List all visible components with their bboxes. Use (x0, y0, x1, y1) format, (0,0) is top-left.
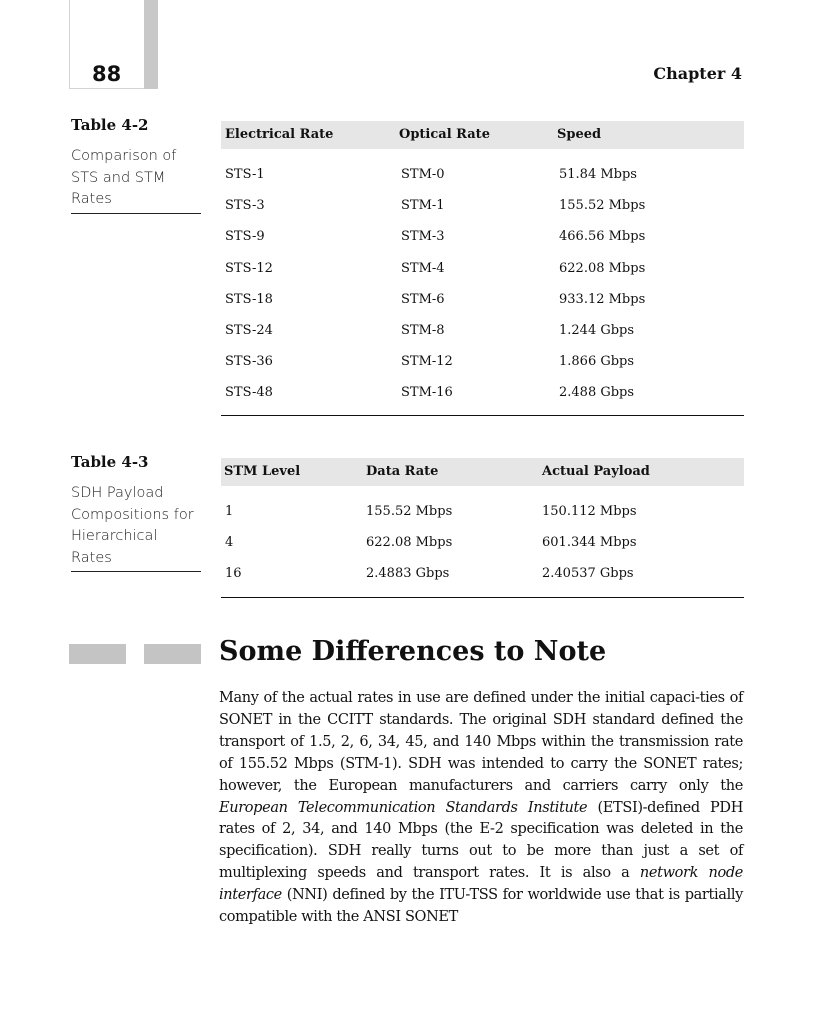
table-4-2 (221, 121, 744, 416)
table-cell: STM-12 (401, 354, 453, 370)
table-4-3-description: SDH Payload Compositions for Hierarchical Rates (71, 483, 201, 572)
table-cell: STS-12 (225, 260, 273, 276)
table-cell: 601.344 Mbps (542, 535, 637, 551)
table-cell: 622.08 Mbps (366, 535, 453, 551)
table-row (221, 376, 744, 407)
page-number: 88 (92, 62, 122, 86)
table-cell: STS-1 (225, 167, 265, 182)
section-marker-bar (144, 644, 201, 664)
table-cell: 466.56 Mbps (559, 229, 646, 245)
italic-term: network node interface (219, 865, 743, 904)
table-cell: STS-18 (225, 291, 273, 307)
table-cell: STM-4 (401, 260, 445, 276)
table-row (221, 283, 744, 314)
column-header: Optical Rate (399, 127, 490, 142)
table-cell: 51.84 Mbps (559, 167, 637, 182)
table-4-2-label: Table 4-2 (71, 116, 149, 134)
table-cell: STM-0 (401, 167, 445, 182)
table-cell: 933.12 Mbps (559, 291, 646, 307)
section-marker-bar (69, 644, 126, 664)
table-cell: STS-9 (225, 229, 265, 245)
table-4-2-header (221, 121, 744, 149)
table-cell: 150.112 Mbps (542, 504, 637, 519)
table-cell: 16 (225, 566, 242, 582)
table-row (221, 557, 744, 588)
table-row (221, 252, 744, 283)
table-4-3-caption (71, 453, 201, 572)
text-run: (NNI) defined by the ITU-TSS for worldwide use that is partially compatible with the ANSI SONET (219, 887, 743, 926)
chapter-label: Chapter 4 (653, 64, 742, 83)
table-cell: 155.52 Mbps (559, 198, 646, 214)
table-4-3-header (221, 458, 744, 486)
table-cell: STS-36 (225, 354, 273, 370)
table-cell: 622.08 Mbps (559, 260, 646, 276)
page-tab-bar (144, 0, 158, 89)
table-cell: 1 (225, 504, 234, 519)
column-header: Data Rate (366, 464, 439, 479)
text-run: Many of the actual rates in use are defined under the initial capaci-ties of SONET in the CCITT standards. The original SDH standard defined the transport of 1.5, 2, 6, 34, 45, and 140 Mbps within the transmission rate of 155.52 Mbps (STM-1). SDH was intended to carry the SONET rates; however, the European manufacturers and carriers carry only the (219, 690, 743, 794)
table-4-3-label: Table 4-3 (71, 453, 149, 471)
italic-term: European Telecommunication Standards Institute (219, 799, 588, 816)
table-cell: STS-24 (225, 322, 273, 338)
column-header: Actual Payload (542, 464, 650, 479)
table-4-3 (221, 458, 744, 598)
table-row (221, 495, 744, 526)
table-cell: STM-1 (401, 198, 445, 214)
table-cell: STM-8 (401, 322, 445, 338)
section-heading: Some Differences to Note (219, 636, 607, 667)
table-cell: STS-3 (225, 198, 265, 214)
table-4-2-body (221, 158, 744, 408)
table-cell: STM-16 (401, 385, 453, 401)
table-cell: 2.488 Gbps (559, 385, 635, 401)
column-header: Electrical Rate (225, 127, 334, 142)
table-4-2-description: Comparison of STS and STM Rates (71, 146, 201, 214)
table-4-3-body (221, 495, 744, 589)
column-header: Speed (557, 127, 602, 142)
table-row (221, 345, 744, 376)
table-cell: STM-3 (401, 229, 445, 245)
table-cell: 4 (225, 535, 234, 551)
table-cell: 1.866 Gbps (559, 354, 635, 370)
table-row (221, 314, 744, 345)
table-cell: 2.40537 Gbps (542, 566, 634, 582)
table-row (221, 526, 744, 557)
table-row (221, 189, 744, 220)
table-cell: STS-48 (225, 385, 273, 401)
table-cell: 155.52 Mbps (366, 504, 453, 519)
table-cell: 2.4883 Gbps (366, 566, 450, 582)
body-paragraph (219, 688, 743, 929)
table-4-2-caption (71, 116, 201, 214)
table-cell: STM-6 (401, 291, 445, 307)
text-run: (ETSI)-defined PDH rates of 2, 34, and 140 Mbps (the E-2 specification was deleted in the specification). SDH really turns out to be more than just a set of multiplexing speeds and transport rates. It is also a (219, 799, 744, 882)
table-cell: 1.244 Gbps (559, 322, 635, 338)
column-header: STM Level (224, 464, 301, 479)
table-row (221, 158, 744, 189)
table-row (221, 220, 744, 251)
